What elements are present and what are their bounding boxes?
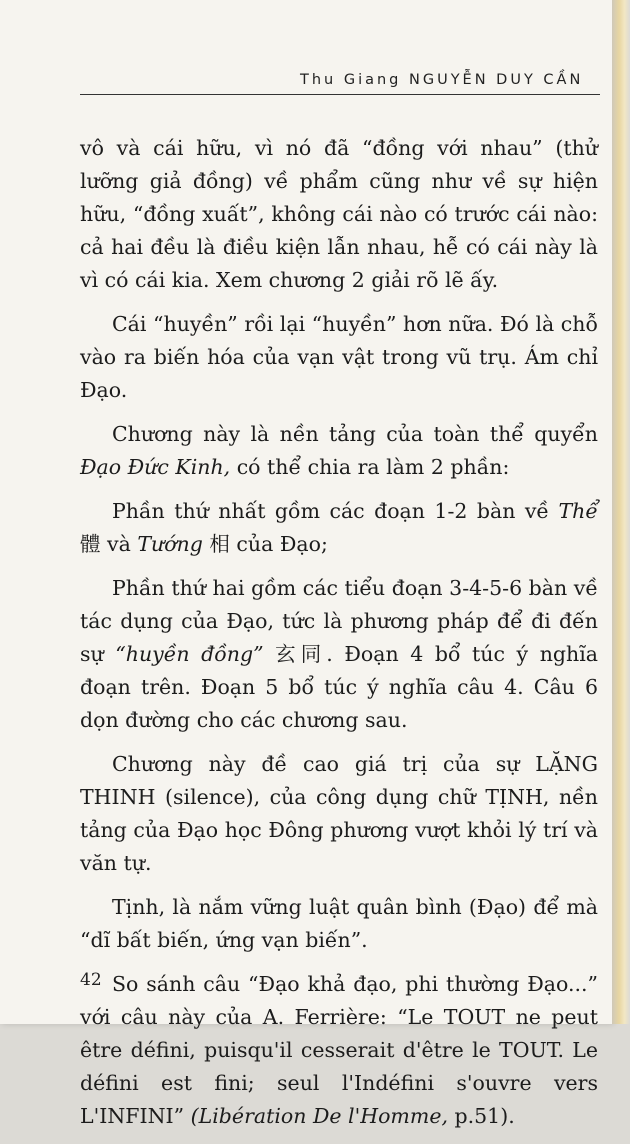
- text-run: 玄同. Đoạn 4 bổ túc ý nghĩa đoạn trên. Đoạn 5 bổ túc ý nghĩa câu 4. Câu 6 dọn đường cho các chương sau.: [80, 642, 598, 732]
- text-run: Phần thứ hai gồm các tiểu đoạn 3-4-5-6 bàn về tác dụng của Đạo, tức là phương pháp để đi đến sự: [80, 576, 598, 666]
- text-run: có thể chia ra làm 2 phần:: [230, 455, 510, 479]
- text-run: Phần thứ nhất gồm các đoạn 1-2 bàn về: [112, 499, 559, 523]
- page-number: 42: [80, 970, 102, 990]
- paragraph-continued: vô và cái hữu, vì nó đã “đồng với nhau” (thử lưỡng giả đồng) về phẩm cũng như về sự hiện hữu, “đồng xuất”, không cái nào có trước cái nào: cả hai đều là điều kiện lẫn nhau, hễ có cái này là vì có cái kia. Xem chương 2 giải rõ lẽ ấy.: [80, 136, 598, 292]
- paragraph: [80, 968, 598, 1133]
- header-rule: [80, 94, 600, 95]
- paragraph: Chương này đề cao giá trị của sự LẶNG THINH (silence), của công dụng chữ TỊNH, nền tảng của Đạo học Đông phương vượt khỏi lý trí và văn tự.: [80, 752, 598, 875]
- paragraph: Cái “huyền” rồi lại “huyền” hơn nữa. Đó là chỗ vào ra biến hóa của vạn vật trong vũ trụ. Ám chỉ Đạo.: [80, 312, 598, 402]
- term-italic: Tướng: [137, 532, 203, 556]
- term-italic: Thể: [558, 499, 598, 523]
- text-run: Chương này là nền tảng của toàn thể quyển: [112, 422, 598, 446]
- paragraph: [80, 572, 598, 737]
- text-run: So sánh câu “Đạo khả đạo, phi thường Đạo...” với câu này của A. Ferrière: “Le TOUT ne peut être défini, puisqu'il cesserait d'être le TOUT. Le défini est fini; seul l'Indéfini s'ouvre vers L'INFINI”: [80, 972, 598, 1128]
- paragraph: [80, 495, 598, 561]
- text-run: 體 và: [80, 532, 138, 556]
- paragraph: Tịnh, là nắm vững luật quân bình (Đạo) để mà “dĩ bất biến, ứng vạn biến”.: [80, 895, 598, 952]
- citation-italic: (Libération De l'Homme,: [190, 1104, 448, 1128]
- book-title-italic: Đạo Đức Kinh,: [80, 455, 231, 479]
- page-edge: [612, 0, 630, 1024]
- term-italic: “huyền đồng”: [115, 642, 264, 666]
- text-run: p.51).: [447, 1104, 515, 1128]
- body-text: [80, 132, 598, 1144]
- running-header: Thu Giang NGUYỄN DUY CẦN: [300, 72, 584, 88]
- text-run: 相 của Đạo;: [202, 532, 328, 556]
- paragraph: [80, 418, 598, 484]
